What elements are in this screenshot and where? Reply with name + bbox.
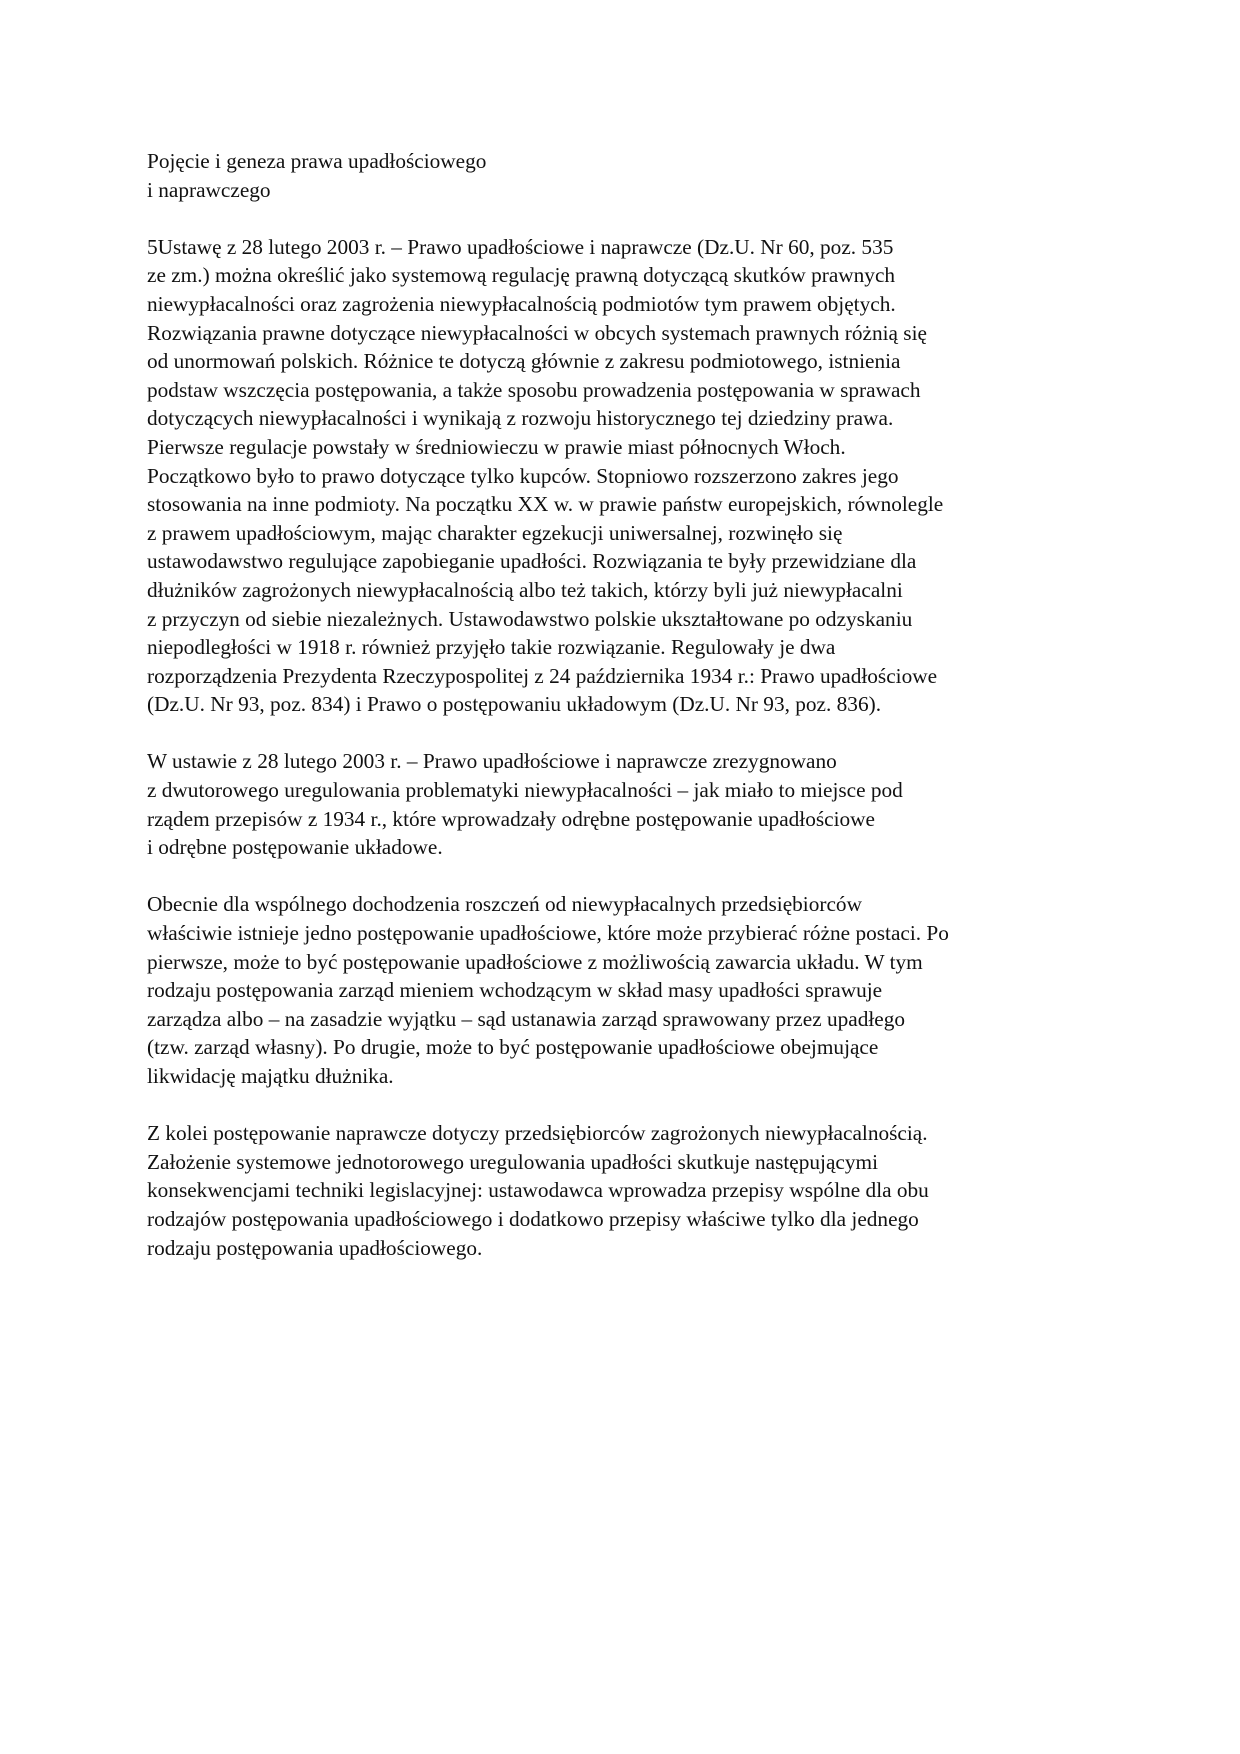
paragraph-line: z prawem upadłościowym, mając charakter egzekucji uniwersalnej, rozwinęło się [147,520,843,545]
paragraph-line: pierwsze, może to być postępowanie upadłościowe z możliwością zawarcia układu. W tym [147,949,923,974]
paragraph-line: rodzaju postępowania upadłościowego. [147,1235,483,1260]
paragraph-line: 5Ustawę z 28 lutego 2003 r. – Prawo upadłościowe i naprawcze (Dz.U. Nr 60, poz. 535 [147,234,894,259]
paragraph-line: niepodległości w 1918 r. również przyjęło takie rozwiązanie. Regulowały je dwa [147,635,836,660]
title-line: i naprawczego [147,177,271,202]
paragraph-line: rozporządzenia Prezydenta Rzeczypospolitej z 24 października 1934 r.: Prawo upadłościowe [147,663,938,688]
paragraphs-container [147,233,1092,1262]
paragraph-line: rodzaju postępowania zarząd mieniem wchodzącym w skład masy upadłości sprawuje [147,978,883,1003]
paragraph-line: Początkowo było to prawo dotyczące tylko kupców. Stopniowo rozszerzono zakres jego [147,463,899,488]
paragraph-line: niewypłacalności oraz zagrożenia niewypłacalnością podmiotów tym prawem objętych. [147,291,896,316]
paragraph-line: właściwie istnieje jedno postępowanie upadłościowe, które może przybierać różne postaci. Po [147,921,949,946]
paragraph-line: (Dz.U. Nr 93, poz. 834) i Prawo o postępowaniu układowym (Dz.U. Nr 93, poz. 836). [147,692,882,717]
paragraph-line: Pierwsze regulacje powstały w średniowieczu w prawie miast północnych Włoch. [147,434,846,459]
paragraph-line: W ustawie z 28 lutego 2003 r. – Prawo upadłościowe i naprawcze zrezygnowano [147,749,837,774]
paragraph-line: i odrębne postępowanie układowe. [147,835,443,860]
paragraph-line: dotyczących niewypłacalności i wynikają z rozwoju historycznego tej dziedziny prawa. [147,406,894,431]
paragraph [147,1119,1092,1262]
paragraph-line: Z kolei postępowanie naprawcze dotyczy przedsiębiorców zagrożonych niewypłacalnością. [147,1121,928,1146]
paragraph-line: konsekwencjami techniki legislacyjnej: ustawodawca wprowadza przepisy wspólne dla obu [147,1178,929,1203]
paragraph-line: Rozwiązania prawne dotyczące niewypłacalności w obcych systemach prawnych różnią się [147,320,927,345]
paragraph [147,747,1092,861]
document-title [147,147,1092,204]
paragraph-line: z przyczyn od siebie niezależnych. Ustawodawstwo polskie ukształtowane po odzyskaniu [147,606,913,631]
document-body [147,147,1092,1291]
paragraph [147,233,1092,719]
paragraph-line: rodzajów postępowania upadłościowego i dodatkowo przepisy właściwe tylko dla jednego [147,1206,919,1231]
paragraph-line: zarządza albo – na zasadzie wyjątku – sąd ustanawia zarząd sprawowany przez upadłego [147,1006,906,1031]
paragraph-line: dłużników zagrożonych niewypłacalnością albo też takich, którzy byli już niewypłacalni [147,577,903,602]
paragraph-line: podstaw wszczęcia postępowania, a także sposobu prowadzenia postępowania w sprawach [147,377,921,402]
paragraph [147,890,1092,1090]
paragraph-line: (tzw. zarząd własny). Po drugie, może to być postępowanie upadłościowe obejmujące [147,1035,879,1060]
paragraph-line: ze zm.) można określić jako systemową regulację prawną dotyczącą skutków prawnych [147,263,896,288]
paragraph-line: od unormowań polskich. Różnice te dotyczą głównie z zakresu podmiotowego, istnienia [147,349,901,374]
paragraph-line: Obecnie dla wspólnego dochodzenia roszczeń od niewypłacalnych przedsiębiorców [147,892,862,917]
paragraph-line: stosowania na inne podmioty. Na początku XX w. w prawie państw europejskich, równolegle [147,492,944,517]
paragraph-line: likwidację majątku dłużnika. [147,1064,394,1088]
paragraph-line: ustawodawstwo regulujące zapobieganie upadłości. Rozwiązania te były przewidziane dla [147,549,917,574]
paragraph-line: rządem przepisów z 1934 r., które wprowadzały odrębne postępowanie upadłościowe [147,806,875,831]
paragraph-line: Założenie systemowe jednotorowego uregulowania upadłości skutkuje następującymi [147,1149,878,1174]
paragraph-line: z dwutorowego uregulowania problematyki niewypłacalności – jak miało to miejsce pod [147,778,903,803]
title-line: Pojęcie i geneza prawa upadłościowego [147,149,487,173]
